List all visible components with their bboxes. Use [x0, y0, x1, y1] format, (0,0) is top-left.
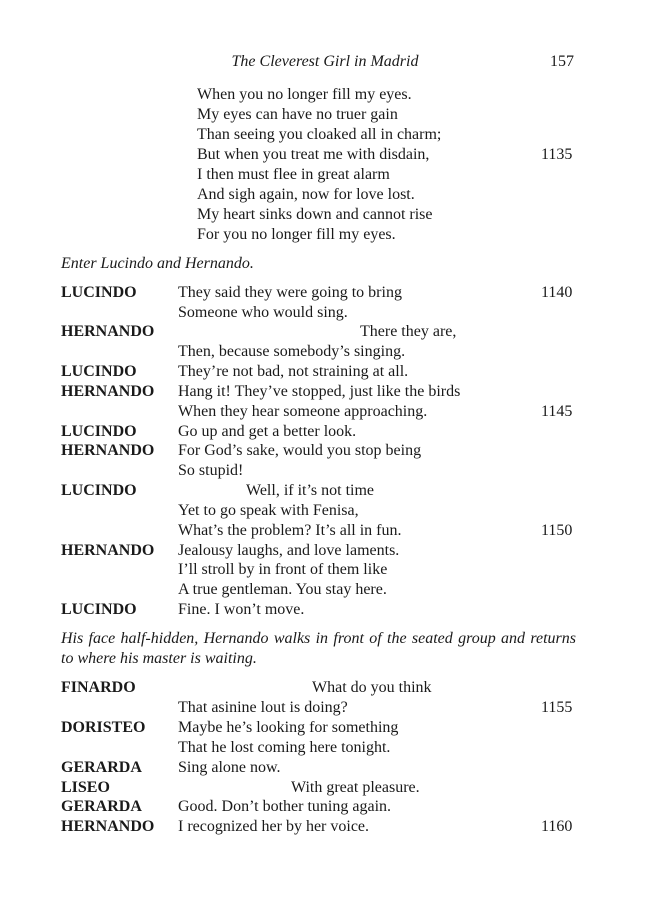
- dialogue-line: Someone who would sing.: [178, 304, 348, 321]
- speaker-name: GERARDA: [61, 798, 142, 815]
- dialogue-line: Fine. I won’t move.: [178, 601, 305, 618]
- dialogue-line: Yet to go speak with Fenisa,: [178, 502, 359, 519]
- page-number: 157: [550, 53, 574, 70]
- dialogue-line: What’s the problem? It’s all in fun.: [178, 522, 402, 539]
- dialogue-line: Go up and get a better look.: [178, 423, 357, 440]
- dialogue-line: Then, because somebody’s singing.: [178, 343, 406, 360]
- running-title: The Cleverest Girl in Madrid: [231, 53, 419, 70]
- dialogue-line: Sing alone now.: [178, 759, 281, 776]
- dialogue-line: When they hear someone approaching.: [178, 403, 428, 420]
- dialogue-line: Jealousy laughs, and love laments.: [178, 542, 400, 559]
- speaker-name: LUCINDO: [61, 284, 137, 301]
- speaker-name: LISEO: [61, 779, 110, 796]
- line-number: 1140: [541, 284, 573, 301]
- speaker-name: HERNANDO: [61, 542, 155, 559]
- speaker-name: LUCINDO: [61, 601, 137, 618]
- dialogue-line: What do you think: [312, 679, 432, 696]
- verse-line: I then must flee in great alarm: [197, 166, 390, 183]
- speaker-name: HERNANDO: [61, 323, 155, 340]
- verse-line: For you no longer fill my eyes.: [197, 226, 396, 243]
- verse-line: Than seeing you cloaked all in charm;: [197, 126, 442, 143]
- verse-line: My heart sinks down and cannot rise: [197, 206, 433, 223]
- speaker-name: LUCINDO: [61, 363, 137, 380]
- stage-direction: Enter Lucindo and Hernando.: [61, 255, 254, 272]
- dialogue-line: That he lost coming here tonight.: [178, 739, 391, 756]
- dialogue-line: That asinine lout is doing?: [178, 699, 348, 716]
- speaker-name: LUCINDO: [61, 482, 137, 499]
- verse-line: But when you treat me with disdain,: [197, 146, 430, 163]
- line-number: 1150: [541, 522, 573, 539]
- dialogue-line: A true gentleman. You stay here.: [178, 581, 387, 598]
- verse-line: And sigh again, now for love lost.: [197, 186, 415, 203]
- speaker-name: HERNANDO: [61, 818, 155, 835]
- dialogue-line: Maybe he’s looking for something: [178, 719, 399, 736]
- line-number: 1145: [541, 403, 573, 420]
- speaker-name: DORISTEO: [61, 719, 146, 736]
- speaker-name: GERARDA: [61, 759, 142, 776]
- speaker-name: FINARDO: [61, 679, 136, 696]
- dialogue-line: I’ll stroll by in front of them like: [178, 561, 388, 578]
- dialogue-line: They’re not bad, not straining at all.: [178, 363, 409, 380]
- verse-line: My eyes can have no truer gain: [197, 106, 398, 123]
- speaker-name: HERNANDO: [61, 383, 155, 400]
- verse-line: When you no longer fill my eyes.: [197, 86, 412, 103]
- dialogue-line: So stupid!: [178, 462, 244, 479]
- dialogue-line: Good. Don’t bother tuning again.: [178, 798, 392, 815]
- line-number: 1135: [541, 146, 573, 163]
- dialogue-line: I recognized her by her voice.: [178, 818, 370, 835]
- stage-direction: His face half-hidden, Hernando walks in front of the seated group and returns to where his master is waiting.: [61, 630, 576, 667]
- line-number: 1155: [541, 699, 573, 716]
- dialogue-line: Hang it! They’ve stopped, just like the birds: [178, 383, 461, 400]
- dialogue-line: For God’s sake, would you stop being: [178, 442, 422, 459]
- dialogue-line: With great pleasure.: [291, 779, 420, 796]
- dialogue-line: Well, if it’s not time: [246, 482, 375, 499]
- speaker-name: HERNANDO: [61, 442, 155, 459]
- line-number: 1160: [541, 818, 573, 835]
- dialogue-line: There they are,: [360, 323, 457, 340]
- dialogue-line: They said they were going to bring: [178, 284, 402, 301]
- speaker-name: LUCINDO: [61, 423, 137, 440]
